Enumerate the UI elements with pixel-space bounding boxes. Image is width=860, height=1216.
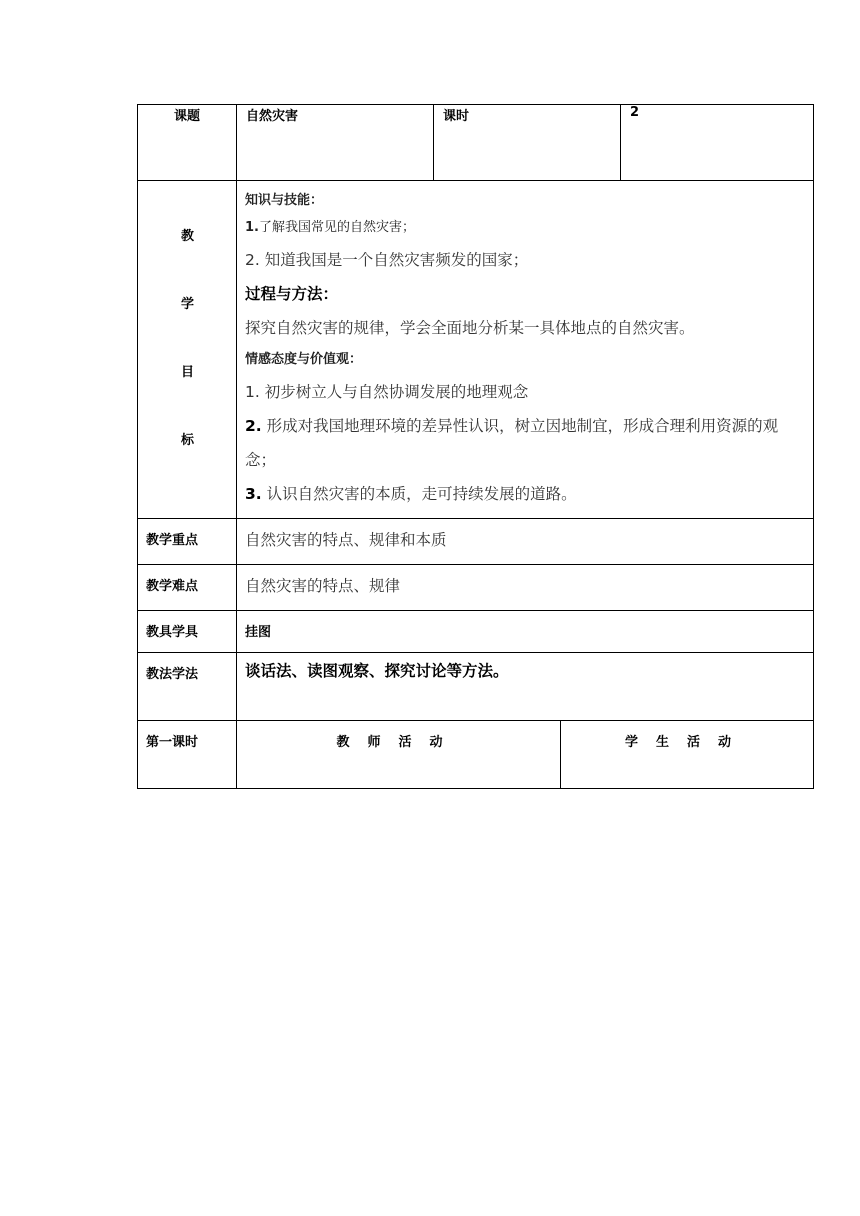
period-value: 2	[630, 105, 640, 120]
key-points-label-cell	[138, 519, 237, 565]
knowledge-item-2: 2. 知道我国是一个自然灾害频发的国家；	[245, 251, 529, 269]
topic-label: 课题	[138, 105, 237, 181]
student-activity-cell	[561, 721, 814, 789]
difficulties-label-cell	[138, 565, 237, 611]
lesson-plan-document	[137, 104, 813, 789]
first-lesson-label-cell	[138, 721, 237, 789]
tools-label: 教具学具	[146, 625, 199, 640]
knowledge-item-1: 1.了解我国常见的自然灾害；	[245, 220, 415, 235]
student-activity-heading: 学生活动	[625, 735, 750, 750]
first-lesson-label: 第一课时	[146, 735, 199, 750]
lesson-plan-table	[137, 104, 814, 789]
side-char: 教	[180, 229, 194, 244]
side-char: 目	[180, 365, 194, 380]
process-heading: 过程与方法：	[245, 285, 339, 303]
objectives-side-label	[138, 181, 237, 519]
topic-value-cell	[237, 105, 434, 181]
emotion-heading: 情感态度与价值观：	[245, 352, 363, 367]
difficulties-value: 自然灾害的特点、规律	[245, 577, 401, 595]
methods-value: 谈话法、读图观察、探究讨论等方法。	[245, 662, 509, 680]
emotion-item-2: 2. 形成对我国地理环境的差异性认识，树立因地制宜，形成合理利用资源的观念；	[245, 417, 779, 469]
difficulties-row	[138, 565, 814, 611]
key-points-row	[138, 519, 814, 565]
methods-label: 教法学法	[146, 667, 199, 682]
difficulties-value-cell	[237, 565, 814, 611]
objectives-content	[237, 181, 814, 519]
period-label: 课时	[443, 109, 470, 124]
tools-value-cell	[237, 611, 814, 653]
emotion-item-3: 3. 认识自然灾害的本质，走可持续发展的道路。	[245, 485, 577, 503]
key-points-value-cell	[237, 519, 814, 565]
tools-value: 挂图	[245, 625, 272, 640]
methods-label-cell	[138, 653, 237, 721]
period-label-cell	[434, 105, 621, 181]
teacher-activity-heading: 教师活动	[336, 735, 461, 750]
key-points-label: 教学重点	[146, 533, 199, 548]
tools-row	[138, 611, 814, 653]
tools-label-cell	[138, 611, 237, 653]
period-value-cell	[621, 105, 814, 181]
emotion-item-1: 1. 初步树立人与自然协调发展的地理观念	[245, 383, 529, 401]
difficulties-label: 教学难点	[146, 579, 199, 594]
process-item-1: 探究自然灾害的规律，学会全面地分析某一具体地点的自然灾害。	[245, 319, 695, 337]
topic-value: 自然灾害	[246, 109, 299, 124]
teacher-activity-cell	[237, 721, 561, 789]
header-row	[138, 105, 814, 181]
first-lesson-row	[138, 721, 814, 789]
knowledge-heading: 知识与技能：	[245, 193, 324, 208]
objectives-row	[138, 181, 814, 519]
methods-value-cell	[237, 653, 814, 721]
side-char: 学	[180, 297, 194, 312]
key-points-value: 自然灾害的特点、规律和本质	[245, 531, 447, 549]
methods-row	[138, 653, 814, 721]
side-char: 标	[180, 433, 194, 448]
